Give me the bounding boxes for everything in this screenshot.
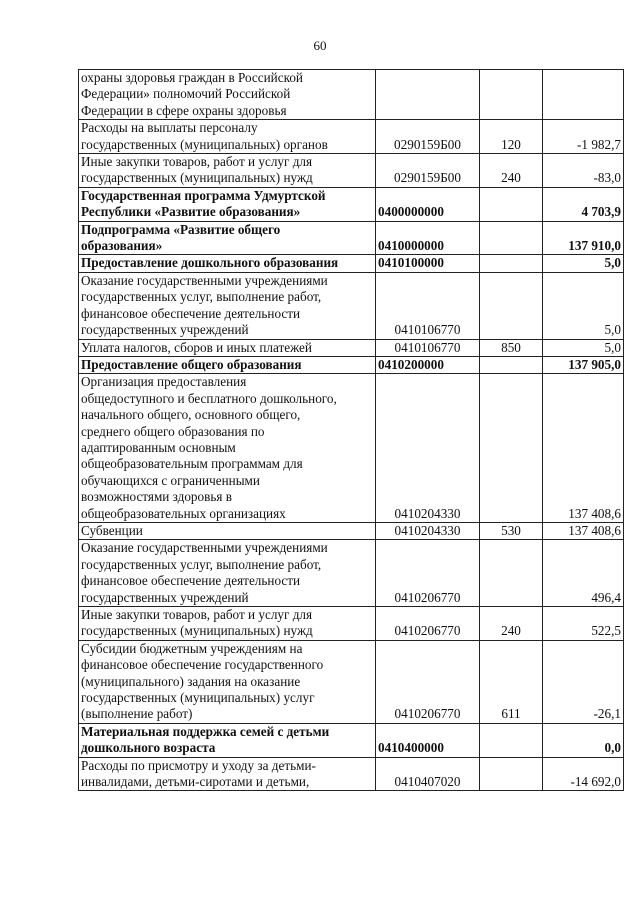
row-name-cell: Расходы по присмотру и уходу за детьми- инвалидами, детьми-сиротами и детьми, <box>79 757 376 791</box>
table-row <box>79 374 624 523</box>
budget-table <box>78 69 624 791</box>
table-row <box>79 70 624 120</box>
row-expense-type-cell: 530 <box>480 522 543 539</box>
row-code-cell: 0410400000 <box>376 723 480 757</box>
row-name-cell: Оказание государственными учреждениями государственных услуг, выполнение работ, финансовое обеспечение деятельности государственных учреждений <box>79 272 376 339</box>
row-expense-type-cell: 850 <box>480 339 543 356</box>
row-amount-cell: 5,0 <box>543 339 624 356</box>
row-code-cell: 0400000000 <box>376 187 480 221</box>
row-expense-type-cell <box>480 255 543 272</box>
row-name-cell: Расходы на выплаты персоналу государственных (муниципальных) органов <box>79 120 376 154</box>
row-amount-cell: -1 982,7 <box>543 120 624 154</box>
row-expense-type-cell: 240 <box>480 607 543 641</box>
table-row <box>79 540 624 607</box>
row-code-cell: 0410407020 <box>376 757 480 791</box>
table-row <box>79 154 624 188</box>
row-code-cell: 0410106770 <box>376 272 480 339</box>
row-code-cell <box>376 70 480 120</box>
table-row <box>79 339 624 356</box>
row-code-cell: 0410100000 <box>376 255 480 272</box>
row-expense-type-cell: 611 <box>480 640 543 723</box>
table-row <box>79 356 624 373</box>
row-code-cell: 0290159Б00 <box>376 120 480 154</box>
row-amount-cell: 0,0 <box>543 723 624 757</box>
row-name-cell: Материальная поддержка семей с детьми дошкольного возраста <box>79 723 376 757</box>
row-expense-type-cell <box>480 272 543 339</box>
row-name-cell: Иные закупки товаров, работ и услуг для государственных (муниципальных) нужд <box>79 154 376 188</box>
table-row <box>79 522 624 539</box>
row-name-cell: Предоставление общего образования <box>79 356 376 373</box>
row-code-cell: 0410106770 <box>376 339 480 356</box>
row-code-cell: 0410204330 <box>376 522 480 539</box>
page-number: 60 <box>313 38 327 53</box>
row-amount-cell <box>543 70 624 120</box>
row-expense-type-cell <box>480 723 543 757</box>
table-row <box>79 187 624 221</box>
budget-table-body <box>79 70 624 791</box>
row-code-cell: 0290159Б00 <box>376 154 480 188</box>
row-name-cell: Субвенции <box>79 522 376 539</box>
row-code-cell: 0410206770 <box>376 640 480 723</box>
row-name-cell: Иные закупки товаров, работ и услуг для государственных (муниципальных) нужд <box>79 607 376 641</box>
row-code-cell: 0410206770 <box>376 540 480 607</box>
row-amount-cell: 496,4 <box>543 540 624 607</box>
row-amount-cell: 137 910,0 <box>543 221 624 255</box>
table-row <box>79 272 624 339</box>
row-amount-cell: 137 408,6 <box>543 374 624 523</box>
row-expense-type-cell: 120 <box>480 120 543 154</box>
row-expense-type-cell <box>480 221 543 255</box>
row-name-cell: Субсидии бюджетным учреждениям на финансовое обеспечение государственного (муниципального) задания на оказание государственных (муниципальных) услуг (выполнение работ) <box>79 640 376 723</box>
table-row <box>79 607 624 641</box>
row-name-cell: Оказание государственными учреждениями государственных услуг, выполнение работ, финансовое обеспечение деятельности государственных учреждений <box>79 540 376 607</box>
row-expense-type-cell <box>480 540 543 607</box>
row-expense-type-cell <box>480 187 543 221</box>
row-name-cell: Государственная программа Удмуртской Республики «Развитие образования» <box>79 187 376 221</box>
row-amount-cell: -26,1 <box>543 640 624 723</box>
row-expense-type-cell <box>480 356 543 373</box>
row-name-cell: Предоставление дошкольного образования <box>79 255 376 272</box>
row-name-cell: Подпрограмма «Развитие общего образования» <box>79 221 376 255</box>
row-amount-cell: 5,0 <box>543 272 624 339</box>
row-name-cell: Организация предоставления общедоступного и бесплатного дошкольного, начального общего, основного общего, среднего общего образования по адаптированным основным общеобразовательным программам для обучающихся с ограниченными возможностями здоровья в общеобразовательных организациях <box>79 374 376 523</box>
table-row <box>79 120 624 154</box>
row-amount-cell: -14 692,0 <box>543 757 624 791</box>
row-expense-type-cell <box>480 757 543 791</box>
table-row <box>79 221 624 255</box>
row-amount-cell: 4 703,9 <box>543 187 624 221</box>
row-amount-cell: 522,5 <box>543 607 624 641</box>
row-name-cell: Уплата налогов, сборов и иных платежей <box>79 339 376 356</box>
row-expense-type-cell: 240 <box>480 154 543 188</box>
row-amount-cell: 137 408,6 <box>543 522 624 539</box>
row-name-cell: охраны здоровья граждан в Российской Федерации» полномочий Российской Федерации в сфере охраны здоровья <box>79 70 376 120</box>
row-amount-cell: -83,0 <box>543 154 624 188</box>
row-amount-cell: 137 905,0 <box>543 356 624 373</box>
row-code-cell: 0410200000 <box>376 356 480 373</box>
table-row <box>79 255 624 272</box>
row-code-cell: 0410204330 <box>376 374 480 523</box>
row-code-cell: 0410206770 <box>376 607 480 641</box>
row-amount-cell: 5,0 <box>543 255 624 272</box>
row-code-cell: 0410000000 <box>376 221 480 255</box>
table-row <box>79 757 624 791</box>
row-expense-type-cell <box>480 374 543 523</box>
table-row <box>79 723 624 757</box>
row-expense-type-cell <box>480 70 543 120</box>
table-row <box>79 640 624 723</box>
